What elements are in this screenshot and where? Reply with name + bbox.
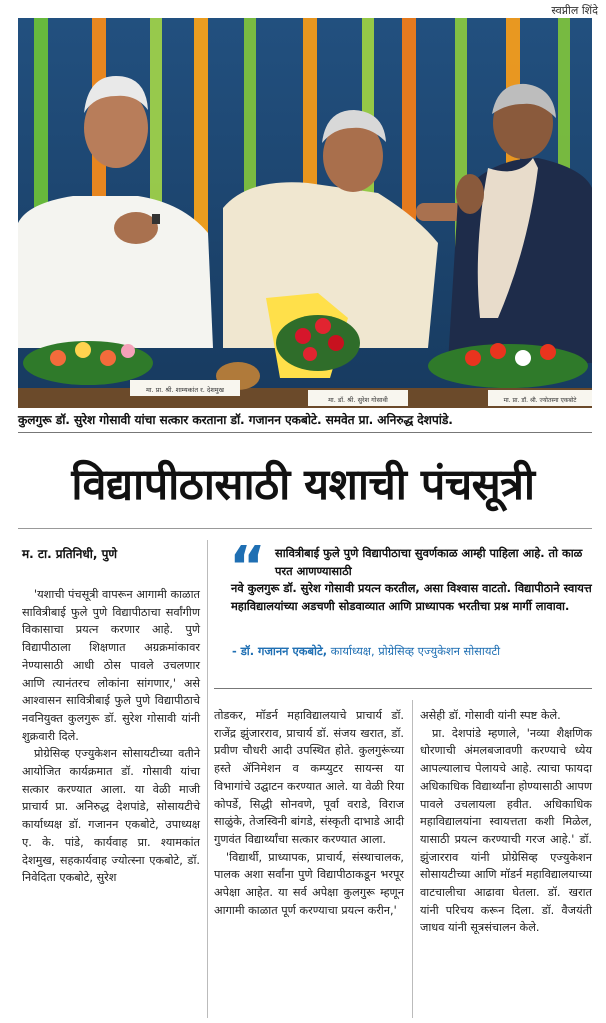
byline: म. टा. प्रतिनिधी, पुणे xyxy=(22,547,118,561)
nameplate-middle: मा. डॉ. श्री. सुरेश गोसावी xyxy=(328,396,388,404)
pull-quote-first: सावित्रीबाई फुले पुणे विद्यापीठाचा सुवर्णकाळ आम्ही पाहिला आहे. तो काळ परत आणण्यासाठी xyxy=(275,546,583,578)
headline: विद्यापीठासाठी यशाची पंचसूत्री xyxy=(71,460,535,510)
caption-divider xyxy=(18,432,592,433)
headline-divider xyxy=(18,528,592,529)
news-photo xyxy=(18,18,592,408)
photo-credit: स्वप्नील शिंदे xyxy=(551,4,598,17)
quote-mark-icon: “ xyxy=(229,535,266,600)
quote-attribution xyxy=(232,644,594,659)
paragraph: 'यशाची पंचसूत्री वापरून आगामी काळात सावित्रीबाई फुले पुणे विद्यापीठाचा सर्वांगीण विकासाचा प्रयत्न करणार आहे. पुणे विद्यापीठाला शिक्षणात अग्रक्रमांकावर नेण्यासाठी आधी ठोस पावले उचलणार आणि त्यानंतरच लोकांना सांगणार,' असे आश्वासन सावित्रीबाई फुले पुणे विद्यापीठाचे नवनियुक्त कुलगुरू डॉ. सुरेश गोसावी यांनी शुक्रवारी दिले. xyxy=(22,588,200,743)
column-divider-1 xyxy=(207,540,208,1018)
paragraph: प्रा. देशपांडे म्हणाले, 'नव्या शैक्षणिक धोरणाची अंमलबजावणी करण्याचे ध्येय आपल्यालाच पेलायचे आहे. त्याचा फायदा अधिकाधिक विद्यार्थ्यांना होण्यासाठी आपण पावले उचलायला हवीत. अधिकाधिक महाविद्यालयांना स्वायत्तता कशी मिळेल, यासाठी प्रयत्न करण्याची गरज आहे.' डॉ. झुंजारराव यांनी प्रोग्रेसिव्ह एज्युकेशन सोसायटीच्या आणि मॉडर्न महाविद्यालयाच्या वाटचालीचा आढावा घेतला. डॉ. खरात यांनी परिचय करून दिला. डॉ. वैजयंती जाधव यांनी सूत्रसंचालन केले. xyxy=(420,726,592,935)
paragraph: तोडकर, मॉडर्न महाविद्यालयाचे प्राचार्य डॉ. राजेंद्र झुंजारराव, प्राचार्य डॉ. संजय खरात, डॉ. प्रवीण चौधरी आदी उपस्थित होते. कुलगुरूंच्या हस्ते ॲनिमेशन व कम्प्युटर सायन्स या विभागांचे उद्घाटन करण्यात आले. या वेळी रिया कोपर्डे, सिद्धी सोनवणे, पूर्वा वराडे, विराज साळुंके, तेजस्विनी बांगडे, संस्कृती दाभाडे आदी गुणवंत विद्यार्थ्यांचा सत्कार करण्यात आला. xyxy=(214,709,404,846)
paragraph: 'विद्यार्थी, प्राध्यापक, प्राचार्य, संस्थाचालक, पालक अशा सर्वांना पुणे विद्यापीठाकडून भरपूर अपेक्षा आहेत. या सर्व अपेक्षा कुलगुरू म्हणून आगामी काळात पूर्ण करण्याचा प्रयत्न करीन,' xyxy=(214,850,404,917)
ceremony-photo-illustration xyxy=(18,18,592,408)
nameplate-right: मा. प्रा. डॉ. श्री. ज्योतस्ना एकबोटे xyxy=(503,397,577,404)
article-column-3 xyxy=(420,707,592,937)
pull-quote xyxy=(231,545,593,615)
column-divider-2 xyxy=(412,700,413,1018)
paragraph: प्रोग्रेसिव्ह एज्युकेशन सोसायटीच्या वतीने आयोजित कार्यक्रमात डॉ. गोसावी यांचा सत्कार करण्यात आला. या वेळी माजी प्राचार्य प्रा. अनिरुद्ध देशपांडे, सोसायटीचे कार्याध्यक्ष डॉ. गजानन एकबोटे, उपाध्यक्ष ए. के. पांडे, कार्यवाह प्रा. श्यामकांत देशमुख, सहकार्यवाह ज्योत्स्ना एकबोटे, डॉ. निवेदिता एकबोटे, सुरेश xyxy=(22,747,200,885)
nameplate-left: मा. प्रा. श्री. शाम्यकांत र. देशमुख xyxy=(146,386,224,394)
article-column-1 xyxy=(22,586,200,887)
paragraph: असेही डॉ. गोसावी यांनी स्पष्ट केले. xyxy=(420,709,561,722)
pull-quote-rest: नवे कुलगुरू डॉ. सुरेश गोसावी प्रयत्न करतील, असा विश्वास वाटतो. विद्यापीठाने स्वायत्त महाविद्यालयांच्या अडचणी सोडवाव्यात आणि प्राध्यापक भरतीचा प्रश्न मार्गी लावावा. xyxy=(231,581,592,613)
quote-author-role: कार्याध्यक्ष, प्रोग्रेसिव्ह एज्युकेशन सोसायटी xyxy=(330,644,501,658)
photo-caption: कुलगुरू डॉ. सुरेश गोसावी यांचा सत्कार करताना डॉ. गजानन एकबोटे. समवेत प्रा. अनिरुद्ध देशपांडे. xyxy=(18,413,453,427)
quote-divider xyxy=(214,688,592,689)
quote-author: - डॉ. गजानन एकबोटे, xyxy=(232,644,328,658)
article-column-2 xyxy=(214,707,404,919)
